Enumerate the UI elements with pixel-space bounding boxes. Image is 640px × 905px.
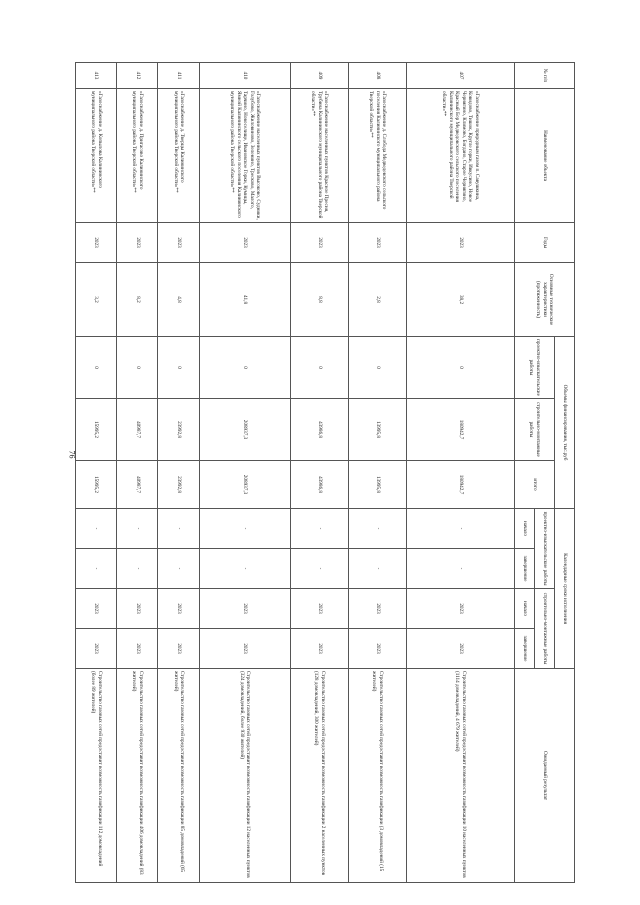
cell-pd-end: - [406, 549, 514, 589]
cell-total: 40987,7 [117, 461, 158, 509]
cell-cw-end: 2023 [406, 629, 514, 669]
page-number: 76 [67, 450, 77, 459]
cell-pd-end: - [348, 549, 406, 589]
cell-year: 2023 [406, 223, 514, 263]
header-cw-end: завершение [515, 629, 535, 669]
cell-result: Строительство газовых сетей предоставит возможность газификации 112 домовладений (более 89 жителей) [76, 669, 117, 883]
cell-length: 8,2 [117, 263, 158, 337]
cell-total: 23992,8 [158, 461, 199, 509]
header-capacity: Основные технические характеристики (протяженность) [515, 263, 575, 337]
cell-construction: 180942,7 [406, 399, 514, 461]
cell-name: «Газоснабжение населенных пунктов Красное Пресня, Трубина Калининского муниципального района Тверской области»** [291, 89, 349, 223]
cell-pd-start: - [117, 509, 158, 549]
cell-length: 41,8 [199, 263, 290, 337]
header-fin-design: проектно-изыскательские работы [515, 337, 555, 399]
cell-name: «Газоснабжение д. Слобода Медведевского сельского поселения Калининского муниципального района Тверской области»** [348, 89, 406, 223]
cell-design: 0 [291, 337, 349, 399]
cell-name: «Газоснабжение природным газом п. Савушкина, Ковидово, Тишок, Кругле горки, Ивкусино, Новое Чернягино, Климово, Богдано, Старое Чернягино, Красный Бор Медведовского сельского поселения Калининского муниципального района Тверской области»** [406, 89, 514, 223]
cell-name: «Газоснабжение населенных пунктов Высоково, Судники, Голубово, Жиловиново, Зеленино, Тресково, Малого, Тарчино, Новоселище, Ивановское Горки, Кумицы, Ямной Калининского сельского поселения Калининского муниципального района Тверской области»** [199, 89, 290, 223]
cell-length: 38,2 [406, 263, 514, 337]
cell-cw-start: 2023 [158, 589, 199, 629]
cell-design: 0 [406, 337, 514, 399]
cell-cw-start: 2023 [348, 589, 406, 629]
cell-construction: 40987,7 [117, 399, 158, 461]
cell-name: «Газоснабжение д. Копылова Калининского муниципального района Тверской области»** [76, 89, 117, 223]
cell-num: 411 [158, 63, 199, 89]
cell-length: 2,8 [348, 263, 406, 337]
header-fin-construction: строительно-монтажные работы [515, 399, 555, 461]
cell-construction: 208937,3 [199, 399, 290, 461]
header-construction-works: строительно-монтажные работы [535, 589, 555, 669]
cell-pd-end: - [76, 549, 117, 589]
cell-num: 407 [406, 63, 514, 89]
cell-cw-start: 2023 [291, 589, 349, 629]
header-years: Годы [515, 223, 575, 263]
rotated-table-wrapper [75, 62, 575, 882]
cell-cw-start: 2023 [406, 589, 514, 629]
cell-num: 410 [199, 63, 290, 89]
cell-cw-end: 2023 [76, 629, 117, 669]
cell-result: Строительство газовых сетей предоставит возможность газификации 2 населенных пунктов (128 домовладений, 300 жителей) [291, 669, 349, 883]
header-design-works: проектно-изыскательские работы [535, 509, 555, 589]
cell-total: 43986,8 [291, 461, 349, 509]
cell-num: 409 [291, 63, 349, 89]
table-row [291, 63, 349, 883]
cell-total: 15995,2 [76, 461, 117, 509]
cell-pd-end: - [291, 549, 349, 589]
cell-cw-end: 2023 [348, 629, 406, 669]
cell-year: 2023 [76, 223, 117, 263]
cell-design: 0 [76, 337, 117, 399]
header-result: Ожидаемый результат [515, 669, 575, 883]
cell-year: 2023 [117, 223, 158, 263]
cell-num: 412 [117, 63, 158, 89]
cell-cw-end: 2023 [291, 629, 349, 669]
table-row [199, 63, 290, 883]
cell-construction: 43986,8 [291, 399, 349, 461]
table-row [76, 63, 117, 883]
cell-construction: 13995,8 [348, 399, 406, 461]
cell-num: 413 [76, 63, 117, 89]
table-row [117, 63, 158, 883]
cell-result: Строительство газовых сетей предоставит возможность газификации 406 домовладений (83 жителей) [117, 669, 158, 883]
cell-year: 2023 [199, 223, 290, 263]
cell-pd-start: - [76, 509, 117, 549]
cell-pd-start: - [199, 509, 290, 549]
header-financing: Объемы финансирования, тыс.руб [555, 337, 575, 509]
header-pd-start: начало [515, 509, 535, 549]
cell-result: Строительство газовых сетей предоставит возможность газификации 10 населенных пунктов (1114 домовладений, 4 679 жителей) [406, 669, 514, 883]
cell-cw-end: 2023 [199, 629, 290, 669]
table-row [158, 63, 199, 883]
cell-pd-end: - [117, 549, 158, 589]
cell-total: 13995,8 [348, 461, 406, 509]
cell-construction: 23992,8 [158, 399, 199, 461]
cell-design: 0 [117, 337, 158, 399]
cell-construction: 15995,2 [76, 399, 117, 461]
cell-year: 2023 [291, 223, 349, 263]
cell-pd-start: - [158, 509, 199, 549]
cell-pd-start: - [406, 509, 514, 549]
cell-name: «Газоснабжение д. Пригасово Калининского муниципального района Тверской области»** [117, 89, 158, 223]
header-deadlines: Календарные сроки исполнения [555, 509, 575, 669]
header-name: Наименование объекта [515, 89, 575, 223]
table-row [348, 63, 406, 883]
header-num: № п/п [515, 63, 575, 89]
cell-result: Строительство газовых сетей предоставит возможность газификации (3 домовладений (15 жителей) [348, 669, 406, 883]
cell-length: 3,2 [76, 263, 117, 337]
cell-total: 208937,3 [199, 461, 290, 509]
cell-pd-end: - [158, 549, 199, 589]
cell-result: Строительство газовых сетей предоставит возможность газификации 12 населенных пунктов (324 домовладений, более 930 жителей) [199, 669, 290, 883]
cell-length: 4,8 [158, 263, 199, 337]
cell-year: 2023 [348, 223, 406, 263]
cell-design: 0 [348, 337, 406, 399]
header-pd-end: завершение [515, 549, 535, 589]
header-fin-total: итого [515, 461, 555, 509]
cell-cw-start: 2023 [117, 589, 158, 629]
cell-total: 180942,7 [406, 461, 514, 509]
table-row [406, 63, 514, 883]
cell-cw-start: 2023 [199, 589, 290, 629]
header-cw-start: начало [515, 589, 535, 629]
cell-pd-end: - [199, 549, 290, 589]
cell-cw-end: 2023 [117, 629, 158, 669]
cell-length: 8,8 [291, 263, 349, 337]
cell-year: 2023 [158, 223, 199, 263]
cell-cw-end: 2023 [158, 629, 199, 669]
cell-pd-start: - [291, 509, 349, 549]
cell-pd-start: - [348, 509, 406, 549]
cell-name: «Газоснабжение д. Тверцы Калининского муниципального района Тверской области»** [158, 89, 199, 223]
cell-design: 0 [158, 337, 199, 399]
objects-table [75, 62, 575, 883]
cell-result: Строительство газовых сетей предоставит возможность газификации 85 домовладений (65 жителей) [158, 669, 199, 883]
cell-cw-start: 2023 [76, 589, 117, 629]
cell-num: 408 [348, 63, 406, 89]
cell-design: 0 [199, 337, 290, 399]
